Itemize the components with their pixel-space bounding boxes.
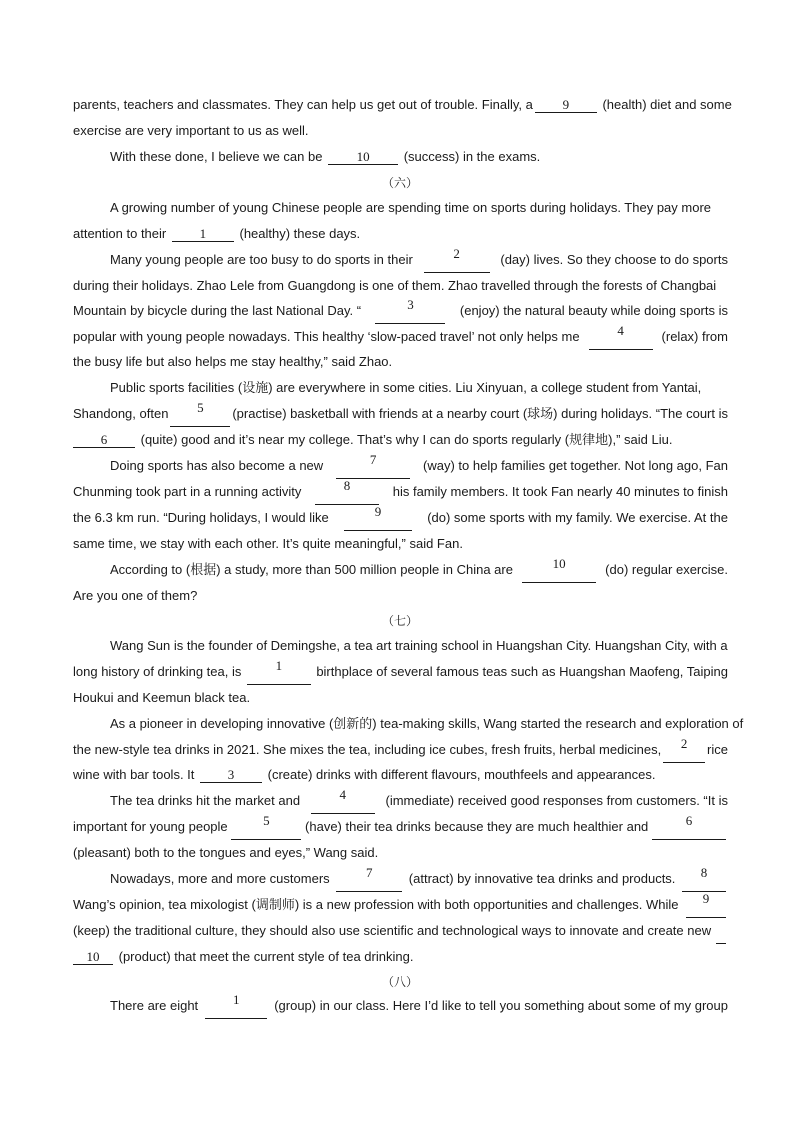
text-line: attention to their 1 (healthy) these days. (73, 226, 361, 241)
answer-blank[interactable]: 9 (535, 98, 597, 113)
text-line: parents, teachers and classmates. They can help us get out of trouble. Finally, a 9 (health) diet and some (73, 97, 732, 112)
text-line: A growing number of young Chinese people are spending time on sports during holidays. They pay more (110, 200, 712, 215)
answer-blank[interactable]: 6 (652, 814, 726, 840)
text-line: popular with young people nowadays. This healthy ‘slow-paced travel’ not only helps me 4 (relax) from (73, 324, 728, 350)
text-line: wine with bar tools. It 3 (create) drinks with different flavours, mouthfeels and appearances. (73, 767, 656, 782)
answer-blank[interactable] (716, 918, 726, 944)
text-line: during their holidays. Zhao Lele from Guangdong is one of them. Zhao travelled through the forests of Changbai (73, 278, 717, 293)
answer-blank[interactable]: 3 (375, 298, 445, 324)
answer-blank[interactable]: 1 (247, 659, 311, 685)
text-line: (keep) the traditional culture, they should also use scientific and technological ways to innovate and create new (73, 918, 728, 944)
text-line: Wang’s opinion, tea mixologist (调制师) is a new profession with both opportunities and challenges. While 9 (73, 892, 728, 918)
text-line: Shandong, often 5 (practise) basketball with friends at a nearby court (球场) during holidays. “The court is (73, 401, 728, 427)
answer-blank[interactable]: 2 (663, 737, 705, 763)
answer-blank[interactable]: 4 (311, 788, 375, 814)
answer-blank[interactable]: 4 (589, 324, 653, 350)
answer-blank[interactable]: 7 (336, 453, 410, 479)
text-line: important for young people 5 (have) their tea drinks because they are much healthier and 6 (73, 814, 728, 840)
answer-blank[interactable]: 10 (73, 950, 113, 965)
text-line: As a pioneer in developing innovative (创新的) tea-making skills, Wang started the research and exploration of (110, 716, 744, 731)
section-heading: （八） (381, 975, 418, 989)
text-line: Houkui and Keemun black tea. (73, 690, 251, 705)
text-line: Chunming took part in a running activity 8 his family members. It took Fan nearly 40 minutes to finish (73, 479, 728, 505)
answer-blank[interactable]: 8 (315, 479, 379, 505)
answer-blank[interactable]: 9 (686, 892, 726, 918)
answer-blank[interactable]: 6 (73, 433, 135, 448)
text-line: (pleasant) both to the tongues and eyes,” Wang said. (73, 845, 379, 860)
text-line: There are eight 1 (group) in our class. Here I’d like to tell you something about some of my group (110, 993, 728, 1019)
text-line: Many young people are too busy to do sports in their 2 (day) lives. So they choose to do sports (110, 247, 728, 273)
answer-blank[interactable]: 5 (170, 401, 230, 427)
text-line: Are you one of them? (73, 588, 198, 603)
answer-blank[interactable]: 8 (682, 866, 726, 892)
answer-blank[interactable]: 9 (344, 505, 412, 531)
text-line: According to (根据) a study, more than 500 million people in China are 10 (do) regular exercise. (110, 557, 728, 583)
answer-blank[interactable]: 1 (205, 993, 267, 1019)
text-line: the 6.3 km run. “During holidays, I would like 9 (do) some sports with my family. We exercise. At the (73, 505, 728, 531)
text-line: The tea drinks hit the market and 4 (immediate) received good responses from customers. “It is (110, 788, 728, 814)
answer-blank[interactable]: 10 (328, 150, 398, 165)
section-heading: （六） (381, 176, 418, 190)
answer-blank[interactable]: 7 (336, 866, 402, 892)
text-line: exercise are very important to us as well. (73, 123, 309, 138)
text-line: the busy life but also helps me stay healthy,” said Zhao. (73, 354, 393, 369)
text-line: 6 (quite) good and it’s near my college. That’s why I can do sports regularly (规律地),” said Liu. (73, 427, 728, 453)
text-line: Public sports facilities (设施) are everywhere in some cities. Liu Xinyuan, a college student from Yantai, (110, 380, 702, 395)
answer-blank[interactable]: 1 (172, 227, 234, 242)
text-line: Mountain by bicycle during the last National Day. “ 3 (enjoy) the natural beauty while doing sports is (73, 298, 728, 324)
text-line: same time, we stay with each other. It’s quite meaningful,” said Fan. (73, 536, 463, 551)
section-heading: （七） (381, 614, 418, 628)
text-line: Nowadays, more and more customers 7 (attract) by innovative tea drinks and products. 8 (110, 866, 728, 892)
text-line: With these done, I believe we can be 10 (success) in the exams. (110, 149, 541, 164)
answer-blank[interactable]: 5 (231, 814, 301, 840)
text-line: Doing sports has also become a new 7 (way) to help families get together. Not long ago, Fan (110, 453, 728, 479)
text-line: Wang Sun is the founder of Demingshe, a tea art training school in Huangshan City. Huangshan City, with a (110, 638, 728, 653)
text-line: 10 (product) that meet the current style of tea drinking. (73, 944, 728, 970)
answer-blank[interactable]: 2 (424, 247, 490, 273)
text-line: the new-style tea drinks in 2021. She mixes the tea, including ice cubes, fresh fruits, herbal medicines, 2 rice (73, 737, 728, 763)
answer-blank[interactable]: 3 (200, 768, 262, 783)
answer-blank[interactable]: 10 (522, 557, 596, 583)
text-line: long history of drinking tea, is 1 birthplace of several famous teas such as Huangshan Maofeng, Taiping (73, 659, 728, 685)
